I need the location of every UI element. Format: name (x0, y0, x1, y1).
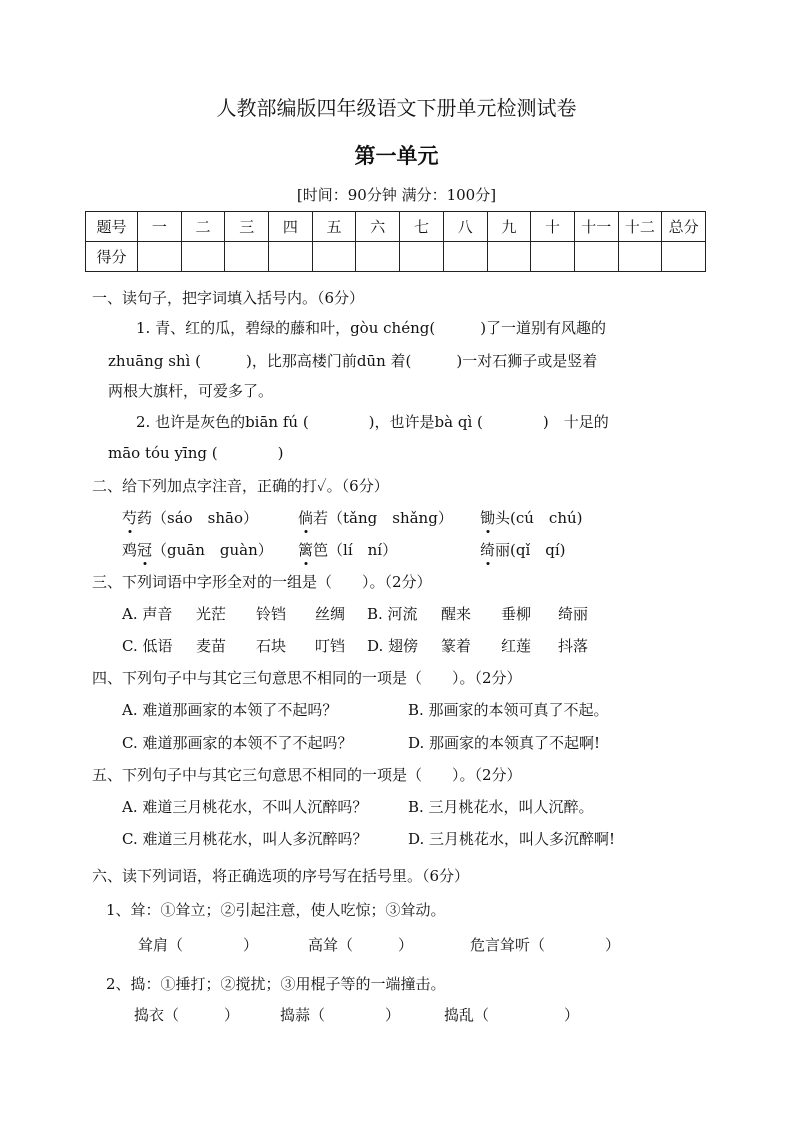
q6-blank-item: 捣乱（ ） (444, 1006, 580, 1024)
pinyin-item (298, 507, 453, 528)
score-cell: 十一 (574, 212, 618, 242)
score-blank[interactable] (443, 242, 487, 272)
q3-word: C. 低语 (122, 637, 173, 655)
q3-word: 石块 (256, 637, 287, 655)
score-cell: 题号 (86, 212, 138, 242)
q3-word: D. 翅傍 (367, 637, 419, 655)
score-blank[interactable] (400, 242, 444, 272)
score-table-header-row (86, 212, 706, 242)
score-blank[interactable] (356, 242, 400, 272)
pinyin-item (480, 539, 566, 560)
item-text: 药（sáo shāo） (137, 509, 259, 527)
score-cell: 二 (181, 212, 225, 242)
page-title: 人教部编版四年级语文下册单元检测试卷 (216, 96, 577, 120)
q4-option-b: B. 那画家的本领可真了不起。 (408, 701, 609, 719)
score-cell: 九 (487, 212, 531, 242)
q4-option-d: D. 那画家的本领真了不起啊! (408, 734, 601, 752)
q2-heading: 二、给下列加点字注音，正确的打✓。（6分） (92, 477, 389, 495)
q3-word: 丝绸 (315, 605, 346, 623)
q4-option-a: A. 难道那画家的本领了不起吗？ (122, 701, 338, 719)
item-text: 若（tǎng shǎng） (313, 509, 453, 527)
score-cell: 总分 (662, 212, 706, 242)
q6-blank-item: 危言耸听（ ） (470, 936, 621, 954)
q3-word: A. 声音 (122, 605, 173, 623)
dotted-char: 绮 (480, 541, 496, 559)
q5-option-c: C. 难道三月桃花水，叫人多沉醉吗？ (122, 830, 368, 848)
item-text: 笆（lí ní） (313, 541, 398, 559)
pinyin-item (480, 507, 583, 528)
q1-line: 1. 青、红的瓜，碧绿的藤和叶，gòu chéng( )了一道别有风趣的 (136, 319, 607, 337)
q6-blank-item: 耸肩（ ） (138, 936, 259, 954)
q6-heading: 六、读下列词语，将正确选项的序号写在括号里。（6分） (92, 867, 470, 885)
score-table (85, 211, 706, 272)
score-cell: 八 (443, 212, 487, 242)
score-cell: 一 (138, 212, 182, 242)
exam-meta: [时间：90分钟 满分：100分] (296, 186, 497, 204)
q5-option-a: A. 难道三月桃花水，不叫人沉醉吗？ (122, 798, 368, 816)
score-table-score-row (86, 242, 706, 272)
score-cell: 七 (400, 212, 444, 242)
score-blank[interactable] (312, 242, 356, 272)
score-cell: 三 (225, 212, 269, 242)
score-cell: 十二 (618, 212, 662, 242)
score-blank[interactable] (618, 242, 662, 272)
score-blank[interactable] (225, 242, 269, 272)
item-text: 鸡 (122, 541, 138, 559)
score-blank[interactable] (531, 242, 575, 272)
q6-blank-item: 捣蒜（ ） (280, 1006, 401, 1024)
q6-blank-item: 高耸（ ） (308, 936, 414, 954)
q3-heading: 三、下列词语中字形全对的一组是（ ）。（2分） (92, 573, 432, 591)
dotted-char: 倘 (298, 509, 314, 527)
dotted-char: 篱 (298, 541, 314, 559)
score-cell: 四 (269, 212, 313, 242)
q3-word: 铃铛 (256, 605, 287, 623)
q1-line: māo tóu yīng ( ) (108, 444, 284, 462)
q6-sub-question: 2、捣：①捶打；②搅扰；③用棍子等的一端撞击。 (106, 975, 446, 993)
q3-word: 光茫 (196, 605, 227, 623)
q3-word: 篆着 (441, 637, 472, 655)
q3-word: 红莲 (501, 637, 532, 655)
q3-word: 垂柳 (501, 605, 532, 623)
q1-heading: 一、读句子，把字词填入括号内。（6分） (92, 289, 365, 307)
score-row-label: 得分 (86, 242, 138, 272)
q4-option-c: C. 难道那画家的本领不了不起吗？ (122, 734, 353, 752)
q1-line: zhuāng shì ( )，比那高楼门前dūn 着( )一对石狮子或是竖着 (108, 352, 598, 370)
q3-word: 抖落 (558, 637, 589, 655)
score-blank[interactable] (138, 242, 182, 272)
dotted-char: 冠 (137, 541, 153, 559)
score-cell: 十 (531, 212, 575, 242)
pinyin-item (122, 539, 273, 560)
q3-word: 麦苗 (196, 637, 227, 655)
q3-word: 绮丽 (558, 605, 589, 623)
score-blank[interactable] (181, 242, 225, 272)
q1-line: 2. 也许是灰色的biān fú ( )，也许是bà qì ( ) 十足的 (136, 413, 609, 431)
pinyin-item (122, 507, 258, 528)
score-blank[interactable] (574, 242, 618, 272)
q6-blank-item: 捣衣（ ） (134, 1006, 240, 1024)
dotted-char: 芍 (122, 509, 138, 527)
score-cell: 五 (312, 212, 356, 242)
item-text: 丽(qǐ qí) (495, 541, 566, 559)
dotted-char: 锄 (480, 509, 496, 527)
q3-word: 叮铛 (315, 637, 346, 655)
q5-option-b: B. 三月桃花水，叫人沉醉。 (408, 798, 594, 816)
q5-heading: 五、下列句子中与其它三句意思不相同的一项是（ ）。（2分） (92, 766, 522, 784)
q3-word: 醒来 (441, 605, 472, 623)
q3-word: B. 河流 (367, 605, 418, 623)
q6-sub-question: 1、耸：①耸立；②引起注意，使人吃惊；③耸动。 (106, 901, 446, 919)
unit-title: 第一单元 (354, 143, 439, 168)
item-text: 头(cú chú) (495, 509, 583, 527)
q4-heading: 四、下列句子中与其它三句意思不相同的一项是（ ）。（2分） (92, 669, 522, 687)
score-blank[interactable] (487, 242, 531, 272)
pinyin-item (298, 539, 397, 560)
item-text: （guān guàn） (152, 541, 273, 559)
score-blank[interactable] (662, 242, 706, 272)
q1-line: 两根大旗杆，可爱多了。 (108, 382, 274, 400)
score-blank[interactable] (269, 242, 313, 272)
score-cell: 六 (356, 212, 400, 242)
q5-option-d: D. 三月桃花水，叫人多沉醉啊! (408, 830, 616, 848)
